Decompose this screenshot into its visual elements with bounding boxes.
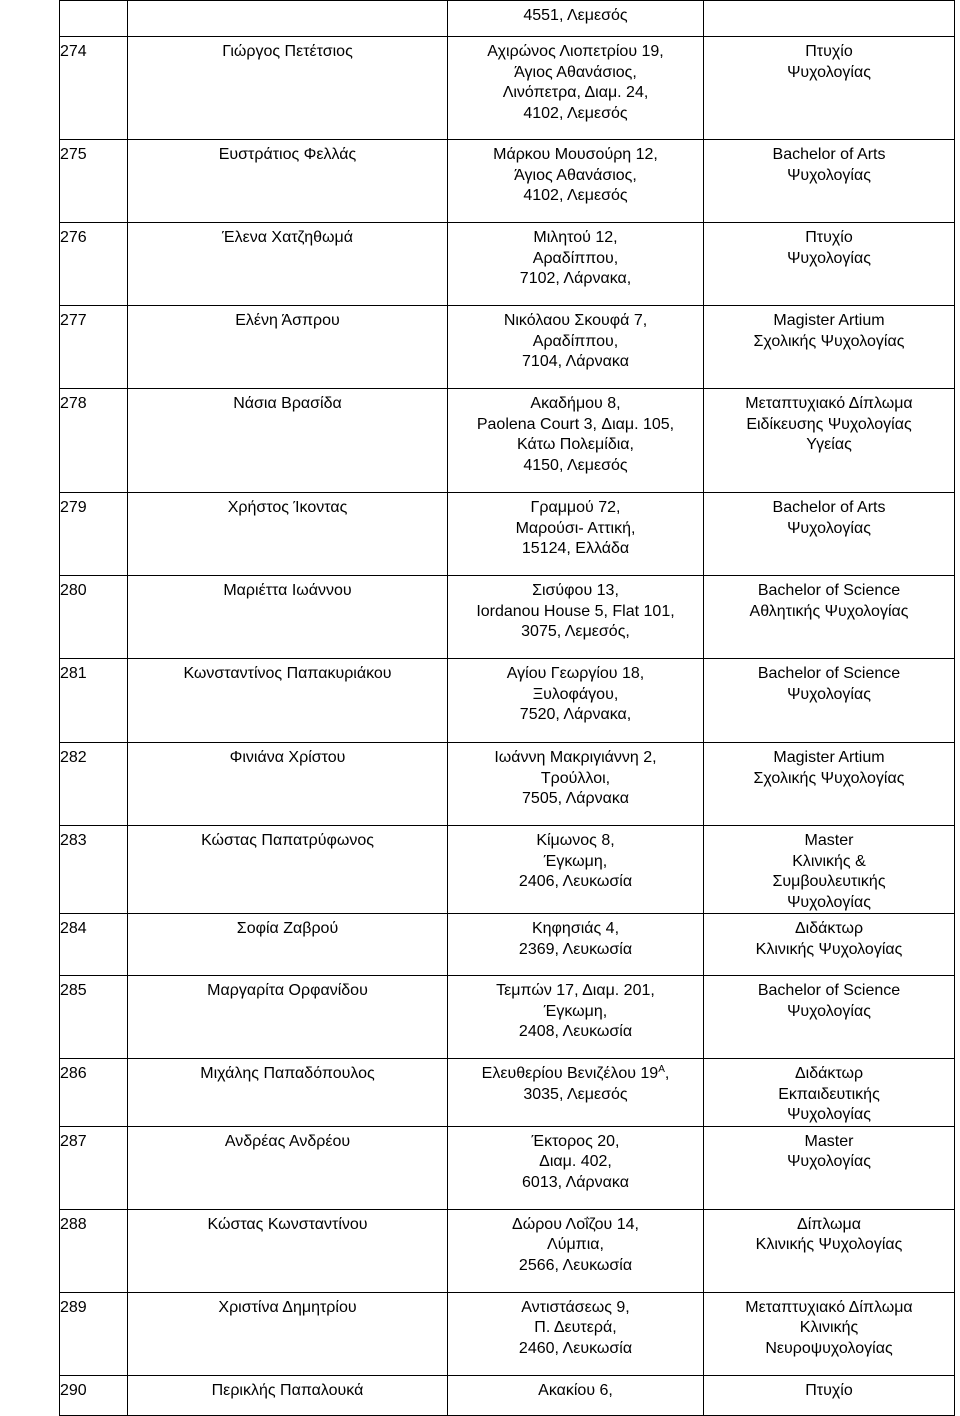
address-line: 3035, Λεμεσός xyxy=(523,1085,628,1103)
registry-number: 278 xyxy=(60,389,128,493)
degree-line: Πτυχίο xyxy=(805,1381,853,1399)
address-line: Ιωάννη Μακριγιάννη 2, xyxy=(494,749,657,766)
address-line: Λύμπια, xyxy=(547,1236,604,1253)
address-line: Αραδίππου, xyxy=(532,249,619,267)
member-address xyxy=(448,659,704,743)
address-line: Έκτορος 20, xyxy=(531,1132,620,1150)
degree-line: Αθλητικής Ψυχολογίας xyxy=(749,602,909,620)
address-line: Ακακίου 6, xyxy=(538,1381,613,1399)
registry-number: 280 xyxy=(60,576,128,659)
degree-line: Ψυχολογίας xyxy=(787,249,871,267)
member-address xyxy=(448,1,704,37)
degree-line: Διδάκτωρ xyxy=(794,920,864,937)
member-address xyxy=(448,223,704,306)
address-line: Άγιος Αθανάσιος, xyxy=(514,166,637,184)
address-line: Π. Δευτερά, xyxy=(534,1319,617,1336)
address-line: Νικόλαου Σκουφά 7, xyxy=(503,312,648,329)
address-line: Γραμμού 72, xyxy=(530,499,621,516)
table-row xyxy=(60,1,955,37)
member-address xyxy=(448,826,704,914)
registry-number: 276 xyxy=(60,223,128,306)
table-row xyxy=(60,223,955,306)
degree-line: Bachelor of Science xyxy=(757,982,901,999)
table-row xyxy=(60,826,955,914)
member-name: Γιώργος Πετέτσιος xyxy=(128,37,448,140)
degree-line: Ψυχολογίας xyxy=(787,1106,871,1123)
member-degree xyxy=(704,1126,955,1209)
member-name: Κώστας Παπατρύφωνος xyxy=(128,826,448,914)
address-line: 7520, Λάρνακα, xyxy=(519,706,632,723)
member-name: Κώστας Κωνσταντίνου xyxy=(128,1209,448,1292)
address-line: Τρούλλοι, xyxy=(540,769,611,787)
member-address xyxy=(448,493,704,576)
registry-number: 288 xyxy=(60,1209,128,1292)
degree-line: Bachelor of Arts xyxy=(772,146,886,163)
degree-line: Κλινικής Ψυχολογίας xyxy=(755,940,903,958)
member-name: Ελένη Άσπρου xyxy=(128,306,448,389)
registry-number: 283 xyxy=(60,826,128,914)
address-line: Μάρκου Μουσούρη 12, xyxy=(493,146,658,163)
member-degree xyxy=(704,1292,955,1375)
address-line xyxy=(448,1064,703,1085)
table-row xyxy=(60,140,955,223)
registry-body xyxy=(60,1,955,1416)
member-degree xyxy=(704,140,955,223)
address-line: 2460, Λευκωσία xyxy=(518,1339,633,1357)
table-row xyxy=(60,914,955,976)
member-degree xyxy=(704,223,955,306)
member-name: Κωνσταντίνος Παπακυριάκου xyxy=(128,659,448,743)
member-degree xyxy=(704,826,955,914)
degree-line: Εκπαιδευτικής xyxy=(778,1085,880,1103)
address-line: 4551, Λεμεσός xyxy=(523,7,628,24)
registry-number: 274 xyxy=(60,37,128,140)
degree-line: Νευροψυχολογίας xyxy=(765,1339,893,1357)
member-name: Μαριέττα Ιωάννου xyxy=(128,576,448,659)
member-name: Χρήστος Ίκοντας xyxy=(128,493,448,576)
address-line: Αχιρώνος Λιοπετρίου 19, xyxy=(487,43,664,60)
degree-line: Ψυχολογίας xyxy=(787,519,871,537)
table-row xyxy=(60,389,955,493)
member-degree xyxy=(704,976,955,1059)
degree-line: Ειδίκευσης Ψυχολογίας xyxy=(746,415,912,433)
member-degree xyxy=(704,493,955,576)
degree-line: Magister Artium xyxy=(773,749,885,766)
registry-number: 282 xyxy=(60,743,128,826)
member-address xyxy=(448,37,704,140)
degree-line: Ψυχολογίας xyxy=(787,166,871,184)
registry-number: 279 xyxy=(60,493,128,576)
member-name: Νάσια Βρασίδα xyxy=(128,389,448,493)
degree-line: Bachelor of Arts xyxy=(772,499,886,516)
registry-number xyxy=(60,1,128,37)
degree-line: Κλινικής xyxy=(799,1319,859,1336)
address-line: Μαρούσι- Αττική, xyxy=(515,519,636,537)
table-row xyxy=(60,1375,955,1415)
registry-number: 287 xyxy=(60,1126,128,1209)
table-row xyxy=(60,37,955,140)
member-address xyxy=(448,743,704,826)
member-name: Χριστίνα Δημητρίου xyxy=(128,1292,448,1375)
table-row xyxy=(60,1292,955,1375)
member-name: Μιχάλης Παπαδόπουλος xyxy=(128,1059,448,1127)
member-name: Περικλής Παπαλουκά xyxy=(128,1375,448,1415)
address-line: Διαμ. 402, xyxy=(539,1153,612,1170)
registry-number: 277 xyxy=(60,306,128,389)
table-row xyxy=(60,576,955,659)
member-name xyxy=(128,1,448,37)
member-address xyxy=(448,976,704,1059)
degree-line: Ψυχολογίας xyxy=(787,63,871,81)
degree-line: Magister Artium xyxy=(773,312,885,329)
degree-line: Master xyxy=(804,1132,854,1150)
table-row xyxy=(60,743,955,826)
degree-line: Bachelor of Science xyxy=(757,665,901,682)
degree-line: Bachelor of Science xyxy=(757,582,901,599)
address-line: Κίμωνος 8, xyxy=(536,832,615,849)
member-address xyxy=(448,1375,704,1415)
member-address xyxy=(448,914,704,976)
degree-line: Ψυχολογίας xyxy=(787,1002,871,1020)
table-row xyxy=(60,306,955,389)
address-line: Σισύφου 13, xyxy=(532,582,619,599)
degree-line: Υγείας xyxy=(806,436,852,453)
address-line: 7505, Λάρνακα xyxy=(522,790,629,807)
address-line: Ξυλοφάγου, xyxy=(532,685,619,703)
member-address xyxy=(448,306,704,389)
table-row xyxy=(60,1126,955,1209)
member-degree xyxy=(704,576,955,659)
table-row xyxy=(60,1059,955,1127)
address-line: Αντιστάσεως 9, xyxy=(521,1298,630,1316)
member-address xyxy=(448,1059,704,1127)
address-line: Έγκωμη, xyxy=(543,852,608,870)
member-degree xyxy=(704,306,955,389)
degree-line: Διδάκτωρ xyxy=(794,1065,864,1082)
address-line: Λινόπετρα, Διαμ. 24, xyxy=(502,84,649,101)
member-degree xyxy=(704,1209,955,1292)
degree-line: Σχολικής Ψυχολογίας xyxy=(753,332,905,350)
degree-line: Ψυχολογίας xyxy=(787,893,871,911)
address-line: 15124, Ελλάδα xyxy=(521,540,630,557)
address-line: Κάτω Πολεμίδια, xyxy=(517,436,634,453)
member-address xyxy=(448,576,704,659)
address-superscript: Α xyxy=(658,1064,665,1075)
registry-number: 284 xyxy=(60,914,128,976)
member-degree xyxy=(704,914,955,976)
member-degree xyxy=(704,743,955,826)
member-name: Φινιάνα Χρίστου xyxy=(128,743,448,826)
degree-line: Κλινικής & xyxy=(792,852,866,870)
member-name: Μαργαρίτα Ορφανίδου xyxy=(128,976,448,1059)
address-line: 7104, Λάρνακα xyxy=(522,353,629,370)
member-address xyxy=(448,389,704,493)
address-line: Δώρου Λοΐζου 14, xyxy=(512,1215,639,1233)
psychologists-registry-table xyxy=(59,0,955,1416)
degree-line: Κλινικής Ψυχολογίας xyxy=(755,1236,903,1253)
registry-number: 281 xyxy=(60,659,128,743)
registry-number: 285 xyxy=(60,976,128,1059)
degree-line: Συμβουλευτικής xyxy=(772,873,886,890)
member-degree xyxy=(704,1059,955,1127)
address-line: Paolena Court 3, Διαμ. 105, xyxy=(476,415,675,433)
registry-number: 289 xyxy=(60,1292,128,1375)
member-name: Ανδρέας Ανδρέου xyxy=(128,1126,448,1209)
address-line: 2406, Λευκωσία xyxy=(518,873,633,890)
address-line: 4150, Λεμεσός xyxy=(523,456,628,474)
table-row xyxy=(60,976,955,1059)
address-line: Άγιος Αθανάσιος, xyxy=(514,63,637,81)
address-line: Μιλητού 12, xyxy=(533,229,618,246)
degree-line: Ψυχολογίας xyxy=(787,685,871,703)
address-line: 4102, Λεμεσός xyxy=(523,104,628,122)
degree-line: Πτυχίο xyxy=(805,43,853,60)
degree-line: Πτυχίο xyxy=(805,229,853,246)
member-degree xyxy=(704,1,955,37)
member-name: Σοφία Ζαβρού xyxy=(128,914,448,976)
address-line-text: Ελευθερίου Βενιζέλου 19 xyxy=(481,1065,659,1082)
member-degree xyxy=(704,1375,955,1415)
address-line: 4102, Λεμεσός xyxy=(523,187,628,204)
address-line: Κηφησιάς 4, xyxy=(531,920,620,937)
degree-line: Μεταπτυχιακό Δίπλωμα xyxy=(745,395,913,412)
address-line: 6013, Λάρνακα xyxy=(522,1173,629,1191)
table-row xyxy=(60,659,955,743)
address-line: Αγίου Γεωργίου 18, xyxy=(506,665,645,682)
address-line: Αραδίππου, xyxy=(532,332,619,350)
address-line: Ακαδήμου 8, xyxy=(530,395,621,412)
table-row xyxy=(60,1209,955,1292)
member-degree xyxy=(704,659,955,743)
member-degree xyxy=(704,37,955,140)
address-line: 7102, Λάρνακα, xyxy=(519,270,632,287)
degree-line: Master xyxy=(804,832,854,849)
registry-number: 286 xyxy=(60,1059,128,1127)
address-line: 2369, Λευκωσία xyxy=(518,940,633,958)
member-address xyxy=(448,1292,704,1375)
degree-line: Ψυχολογίας xyxy=(787,1153,871,1170)
member-address xyxy=(448,1126,704,1209)
degree-line: Σχολικής Ψυχολογίας xyxy=(753,769,905,787)
degree-line: Μεταπτυχιακό Δίπλωμα xyxy=(745,1298,913,1316)
member-address xyxy=(448,140,704,223)
address-line: 2408, Λευκωσία xyxy=(518,1023,633,1040)
address-line: Έγκωμη, xyxy=(543,1002,608,1020)
address-line: Τεμπών 17, Διαμ. 201, xyxy=(496,982,655,999)
registry-number: 275 xyxy=(60,140,128,223)
address-line: 3075, Λεμεσός, xyxy=(521,623,630,640)
member-name: Έλενα Χατζηθωμά xyxy=(128,223,448,306)
table-row xyxy=(60,493,955,576)
address-suffix: , xyxy=(664,1065,670,1082)
registry-number: 290 xyxy=(60,1375,128,1415)
address-line: 2566, Λευκωσία xyxy=(518,1256,633,1274)
member-degree xyxy=(704,389,955,493)
degree-line: Δίπλωμα xyxy=(797,1215,861,1233)
address-line: Iordanou House 5, Flat 101, xyxy=(476,602,675,620)
member-address xyxy=(448,1209,704,1292)
member-name: Ευστράτιος Φελλάς xyxy=(128,140,448,223)
